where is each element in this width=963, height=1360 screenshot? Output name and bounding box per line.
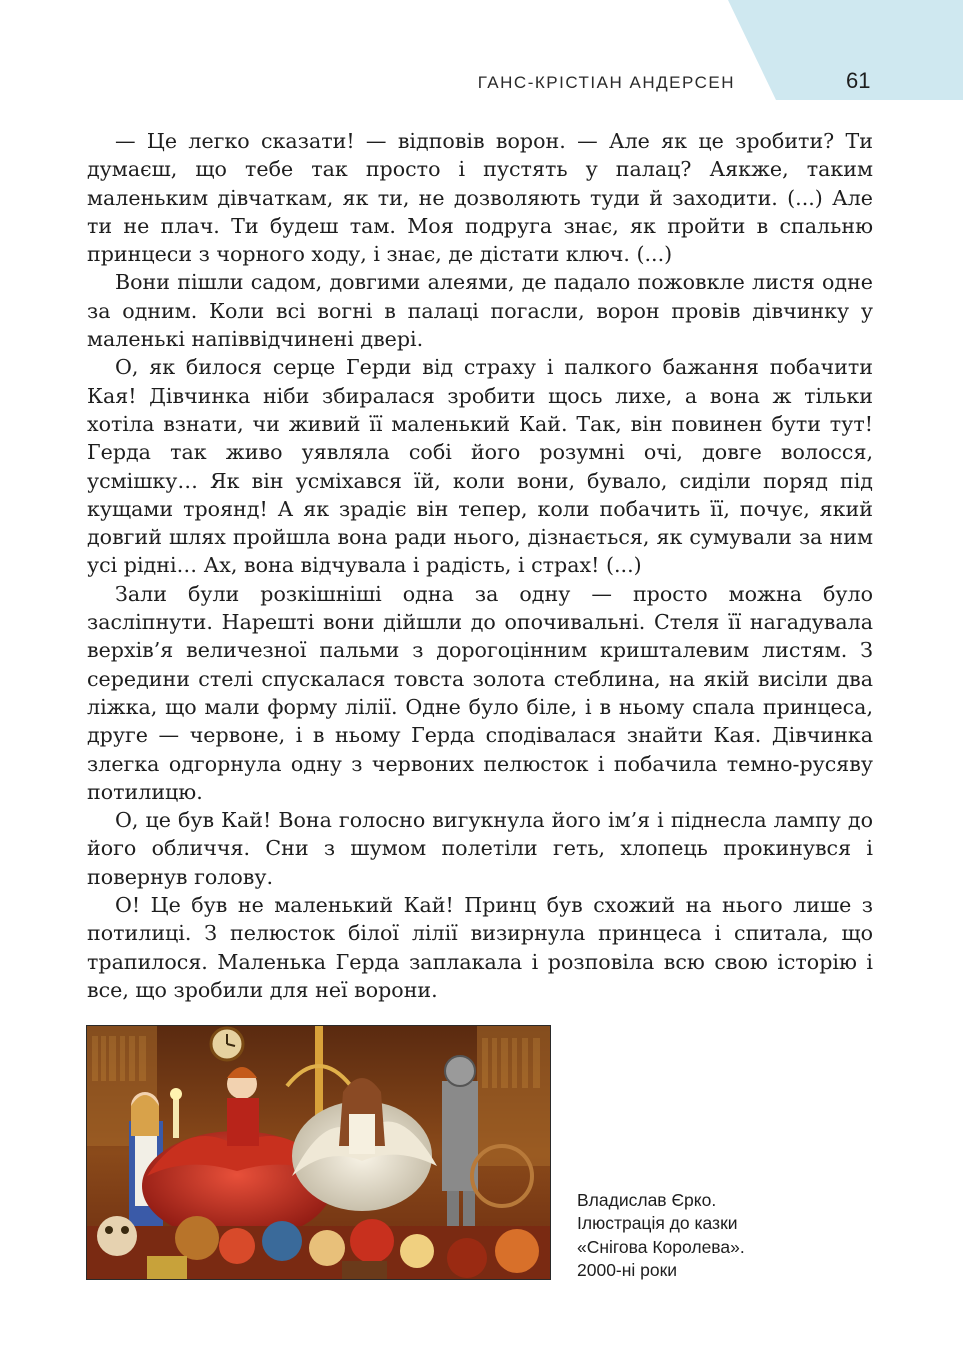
caption-line: Ілюстрація до казки (577, 1213, 738, 1234)
paragraph: О, як билося серце Герди від страху і палкого бажання побачити Кая! Дівчинка ніби збиралася зробити щось лихе, а вона ж тільки хотіла взнати, чи живий її маленький Кай. Так, він повинен бути тут! Герда так живо уявляла собі його розумні очі, довге волосся, усмішку… Як він усміхався їй, коли вони, бувало, сиділи поряд під кущами троянд! А як зрадіє він тепер, коли побачить її, почує, який довгий шлях пройшла вона ради нього, дізнається, як сумували за ним усі рідні… Ах, вона відчувала і радість, і страх! (...) (87, 355, 873, 578)
caption-line: «Снігова Королева». (577, 1236, 745, 1257)
caption-line: 2000-ні роки (577, 1259, 678, 1280)
page-number: 61 (846, 68, 871, 93)
paragraph: — Це легко сказати! — відповів ворон. — Але як це зробити? Ти думаєш, що тебе так просто і пустять у палац? Аякже, таким маленьким дівчаткам, як ти, не дозволяють туди й заходити. (...) Але ти не плач. Ти будеш там. Моя подруга знає, як пройти в спальню принцеси з чорного ходу, і знає, де дістати ключ. (...) (87, 129, 873, 267)
caption-line: Владислав Єрко. (577, 1190, 717, 1210)
illustration-caption (577, 1189, 877, 1282)
paragraph: Зали були розкішніші одна за одну — просто можна було засліпнути. Нарешті вони дійшли до опочивальні. Стеля її нагадувала верхів’я величезної пальми з дорогоцінним кришталевим листям. З середини стелі спускалася товста золота стеблина, на якій висіли два ліжка, що мали форму лілії. Одне було біле, і в ньому спала принцеса, друге — червоне, і в ньому Герда сподівалася знайти Кая. Дівчинка злегка одгорнула одну з червоних пелюсток і побачила темно-русяву потилицю. (87, 581, 873, 804)
illustration-image (86, 1025, 551, 1280)
running-head: ГАНС-КРІСТІАН АНДЕРСЕН (477, 73, 735, 92)
paragraph: О! Це був не маленький Кай! Принц був схожий на нього лише з потилиці. З пелюсток білої лілії визирнула принцеса і спитала, що трапилося. Маленька Герда заплакала і розповіла всю свою історію і все, що зробили для неї ворони. (87, 893, 873, 1002)
paragraph: Вони пішли садом, довгими алеями, де падало пожовкле листя одне за одним. Коли всі вогні в палаці погасли, ворон провів дівчинку у маленькі напіввідчинені двері. (87, 270, 873, 352)
story-text (87, 127, 873, 1004)
paragraph: О, це був Кай! Вона голосно вигукнула його ім’я і піднесла лампу до його обличчя. Сни з шумом полетіли геть, хлопець прокинувся і повернув голову. (87, 808, 873, 889)
